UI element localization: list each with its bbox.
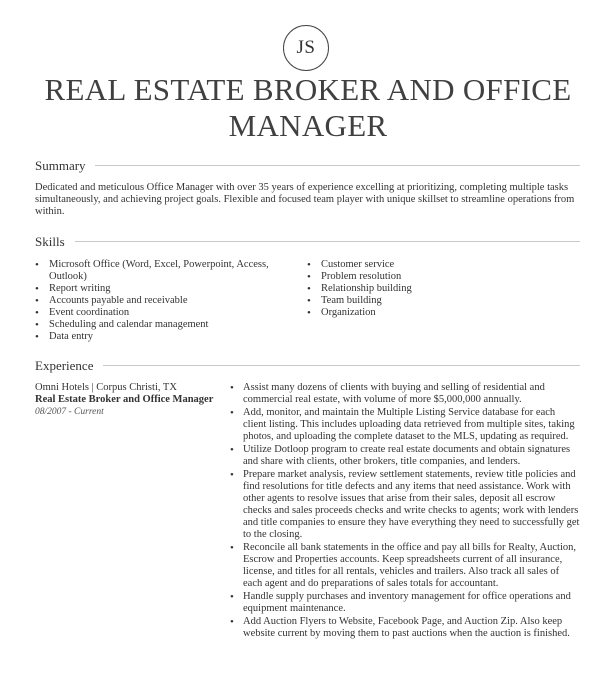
experience-section-header	[35, 357, 580, 373]
duty-item: • Assist many dozens of clients with buying and selling of residential and commercial real estate, with volume of more $5,000,000 annually.	[230, 382, 580, 406]
duty-item: • Add Auction Flyers to Website, Facebook Page, and Auction Zip. Also keep website current by moving them to past auctions when the auction is finished.	[230, 616, 580, 640]
monogram-initials: JS	[296, 37, 316, 58]
summary-heading: Summary	[35, 158, 93, 173]
skills-list-right	[307, 259, 577, 319]
duty-item: • Utilize Dotloop program to create real estate documents and obtain signatures and share with clients, other brokers, title companies, and lenders.	[230, 444, 580, 468]
skill-item: • Problem resolution	[307, 271, 577, 283]
duty-item: • Reconcile all bank statements in the office and pay all bills for Realty, Auction, Escrow and Properties accounts. Keep spreadsheets current of all insurance, license, and titles for all rentals, vehicles and trailers. Also track all sales of each agent and do preparations of sales totals for accountant.	[230, 542, 580, 590]
skill-item: • Accounts payable and receivable	[35, 295, 297, 307]
skill-item: • Report writing	[35, 283, 297, 295]
skills-heading: Skills	[35, 234, 72, 249]
skill-item: • Organization	[307, 307, 577, 319]
summary-divider	[95, 165, 580, 166]
resume-title-line1: REAL ESTATE BROKER AND OFFICE	[44, 72, 572, 107]
duty-item: • Add, monitor, and maintain the Multiple Listing Service database for each client listing. This includes uploading data retrieved from multiple sites, taking photos, and uploading the complete dataset to the MLS, updating as required.	[230, 407, 580, 443]
skill-item: • Team building	[307, 295, 577, 307]
job-details	[35, 382, 225, 418]
resume-title-line2: MANAGER	[228, 108, 388, 143]
experience-heading: Experience	[35, 358, 100, 373]
experience-divider	[103, 365, 580, 366]
summary-text: Dedicated and meticulous Office Manager with over 35 years of experience excelling at prioritizing, completing multiple tasks simultaneously, and achieving project goals. Flexible and focused team player with unique skillset to streamline operations from within.	[35, 182, 575, 217]
duty-item: • Prepare market analysis, review settlement statements, review title policies and find resolutions for title defects and any items that need assistance. Work with other agents to resolve issues that arise from their sales, deposit all escrow checks and sales proceeds checks and write checks to agents; work with lenders and title companies to ensure they have everything they need to successfully get to the closing.	[230, 469, 580, 541]
skill-item: • Customer service	[307, 259, 577, 271]
summary-section-header	[35, 157, 580, 173]
job-title: Real Estate Broker and Office Manager	[35, 394, 214, 405]
skills-divider	[75, 241, 580, 242]
job-company: Omni Hotels | Corpus Christi, TX	[35, 382, 177, 393]
skills-section-header	[35, 233, 580, 249]
skill-item: • Microsoft Office (Word, Excel, Powerpoint, Access, Outlook)	[35, 259, 297, 283]
skill-item: • Relationship building	[307, 283, 577, 295]
duty-item: • Handle supply purchases and inventory management for office operations and equipment maintenance.	[230, 591, 580, 615]
skill-item: • Event coordination	[35, 307, 297, 319]
job-duties-list	[230, 382, 580, 641]
skill-item: • Scheduling and calendar management	[35, 319, 297, 331]
skills-list-left	[35, 259, 297, 343]
monogram-badge	[283, 25, 329, 71]
skill-item: • Data entry	[35, 331, 297, 343]
resume-title	[0, 72, 616, 144]
job-dates: 08/2007 - Current	[35, 407, 104, 417]
